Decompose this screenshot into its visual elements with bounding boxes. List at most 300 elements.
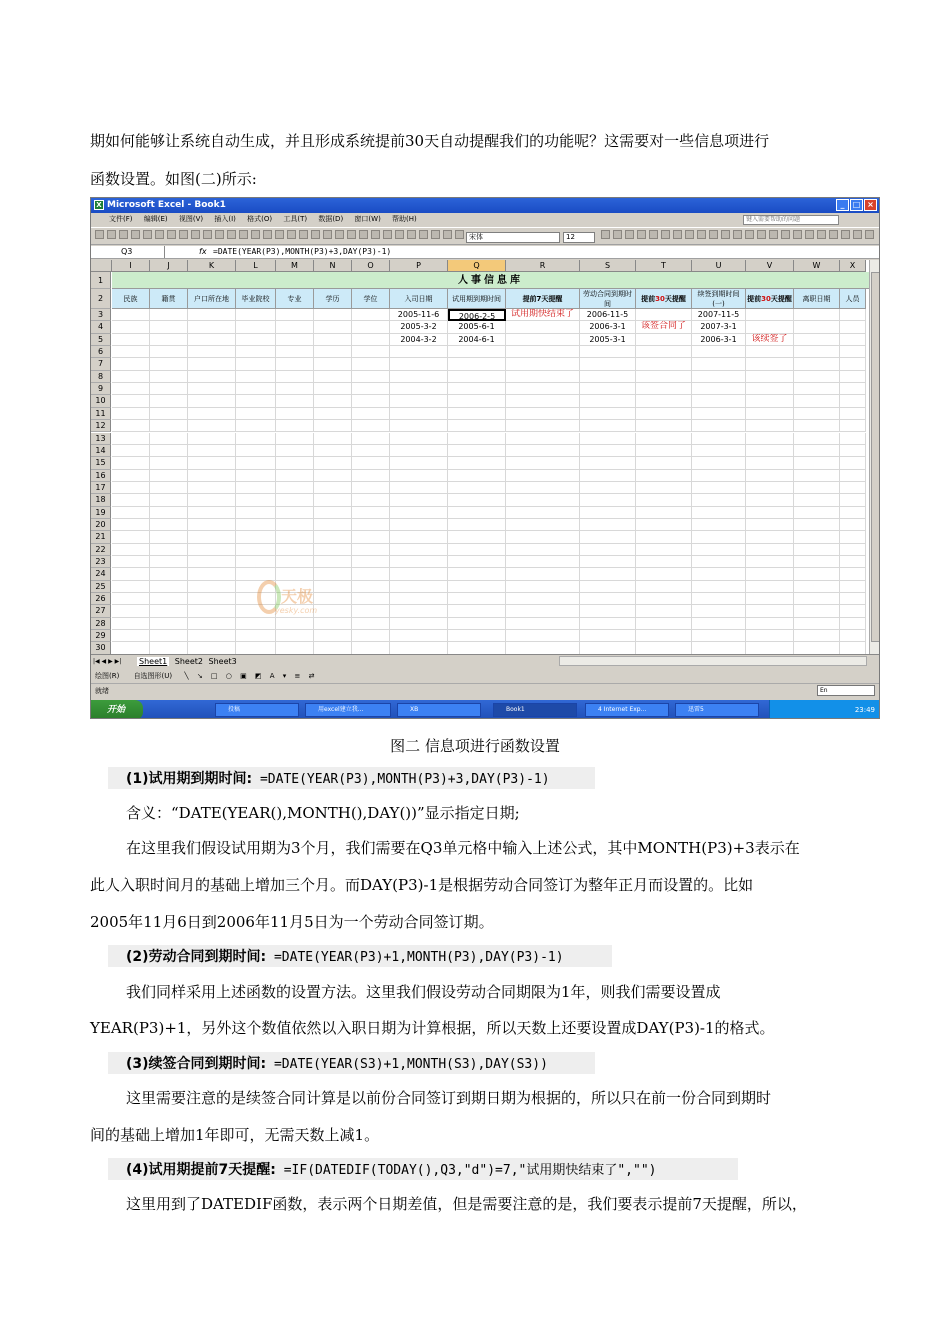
data-cell-p[interactable]: 2004-3-2 xyxy=(390,334,448,346)
grid-cell[interactable] xyxy=(840,568,866,580)
menu-data[interactable]: 数据(D) xyxy=(318,215,344,223)
grid-cell[interactable] xyxy=(112,470,150,482)
data-cell-s[interactable]: 2006-11-5 xyxy=(580,309,636,321)
data-cell-v[interactable]: 该续签了 xyxy=(746,334,794,346)
grid-cell[interactable] xyxy=(112,445,150,457)
menu-help[interactable]: 帮助(H) xyxy=(392,215,417,223)
grid-cell[interactable] xyxy=(506,531,580,543)
grid-cell[interactable] xyxy=(314,457,352,469)
grid-cell[interactable] xyxy=(188,358,236,370)
row-header[interactable]: 16 xyxy=(91,470,111,482)
grid-cell[interactable] xyxy=(580,630,636,642)
grid-cell[interactable] xyxy=(390,581,448,593)
grid-cell[interactable] xyxy=(188,593,236,605)
grid-cell[interactable] xyxy=(352,531,390,543)
grid-cell[interactable] xyxy=(390,544,448,556)
worksheet-grid[interactable] xyxy=(91,260,869,654)
grid-cell[interactable] xyxy=(314,445,352,457)
grid-cell[interactable] xyxy=(794,309,840,321)
grid-cell[interactable] xyxy=(150,371,188,383)
grid-cell[interactable] xyxy=(390,383,448,395)
grid-cell[interactable] xyxy=(150,457,188,469)
grid-cell[interactable] xyxy=(692,593,746,605)
column-header-v[interactable]: V xyxy=(746,260,794,272)
drawing-tools-icon[interactable]: ╲ ↘ □ ○ ▣ ◩ A ▾ ≡ ⇄ xyxy=(184,672,318,680)
header-cell[interactable]: 入司日期 xyxy=(390,289,448,309)
toolbar-button-icon[interactable] xyxy=(263,230,272,239)
grid-cell[interactable] xyxy=(840,581,866,593)
header-cell[interactable]: 学历 xyxy=(314,289,352,309)
grid-cell[interactable] xyxy=(112,544,150,556)
grid-cell[interactable] xyxy=(746,544,794,556)
toolbar-button-icon[interactable] xyxy=(167,230,176,239)
toolbar-button-icon[interactable] xyxy=(95,230,104,239)
grid-cell[interactable] xyxy=(390,556,448,568)
column-header-k[interactable]: K xyxy=(188,260,236,272)
grid-cell[interactable] xyxy=(314,346,352,358)
row-header[interactable]: 28 xyxy=(91,618,111,630)
toolbar-button-icon[interactable] xyxy=(781,230,790,239)
toolbar-button-icon[interactable] xyxy=(311,230,320,239)
grid-cell[interactable] xyxy=(112,556,150,568)
grid-cell[interactable] xyxy=(636,642,692,654)
grid-cell[interactable] xyxy=(236,531,276,543)
toolbar-button-icon[interactable] xyxy=(637,230,646,239)
grid-cell[interactable] xyxy=(314,433,352,445)
grid-cell[interactable] xyxy=(636,519,692,531)
menu-file[interactable]: 文件(F) xyxy=(109,215,133,223)
grid-cell[interactable] xyxy=(580,618,636,630)
grid-cell[interactable] xyxy=(580,531,636,543)
grid-cell[interactable] xyxy=(352,568,390,580)
grid-cell[interactable] xyxy=(150,507,188,519)
grid-cell[interactable] xyxy=(112,346,150,358)
grid-cell[interactable] xyxy=(188,568,236,580)
grid-cell[interactable] xyxy=(580,371,636,383)
header-cell[interactable]: 毕业院校 xyxy=(236,289,276,309)
grid-cell[interactable] xyxy=(236,642,276,654)
grid-cell[interactable] xyxy=(150,358,188,370)
grid-cell[interactable] xyxy=(692,457,746,469)
column-header-m[interactable]: M xyxy=(276,260,314,272)
grid-cell[interactable] xyxy=(636,408,692,420)
grid-cell[interactable] xyxy=(352,457,390,469)
grid-cell[interactable] xyxy=(276,531,314,543)
grid-cell[interactable] xyxy=(352,593,390,605)
grid-cell[interactable] xyxy=(840,519,866,531)
grid-cell[interactable] xyxy=(794,433,840,445)
toolbar-button-icon[interactable] xyxy=(287,230,296,239)
grid-cell[interactable] xyxy=(506,395,580,407)
grid-cell[interactable] xyxy=(794,482,840,494)
grid-cell[interactable] xyxy=(236,482,276,494)
toolbar-button-icon[interactable] xyxy=(131,230,140,239)
grid-cell[interactable] xyxy=(746,507,794,519)
grid-cell[interactable] xyxy=(276,482,314,494)
grid-cell[interactable] xyxy=(276,457,314,469)
toolbar-button-icon[interactable] xyxy=(709,230,718,239)
data-cell-p[interactable]: 2005-11-6 xyxy=(390,309,448,321)
fx-icon[interactable]: fx xyxy=(199,247,207,256)
grid-cell[interactable] xyxy=(506,519,580,531)
grid-cell[interactable] xyxy=(636,334,692,346)
grid-cell[interactable] xyxy=(150,630,188,642)
grid-cell[interactable] xyxy=(276,309,314,321)
grid-cell[interactable] xyxy=(352,581,390,593)
grid-cell[interactable] xyxy=(746,630,794,642)
grid-cell[interactable] xyxy=(746,482,794,494)
grid-cell[interactable] xyxy=(636,420,692,432)
menu-format[interactable]: 格式(O) xyxy=(247,215,273,223)
grid-cell[interactable] xyxy=(276,507,314,519)
grid-cell[interactable] xyxy=(150,544,188,556)
toolbar-button-icon[interactable] xyxy=(407,230,416,239)
row-header[interactable]: 27 xyxy=(91,605,111,617)
grid-cell[interactable] xyxy=(692,494,746,506)
grid-cell[interactable] xyxy=(794,605,840,617)
grid-cell[interactable] xyxy=(580,445,636,457)
grid-cell[interactable] xyxy=(746,519,794,531)
grid-cell[interactable] xyxy=(746,642,794,654)
grid-cell[interactable] xyxy=(150,433,188,445)
grid-cell[interactable] xyxy=(352,445,390,457)
row-header[interactable]: 5 xyxy=(91,334,111,346)
task-tougao[interactable]: 投稿 xyxy=(215,703,299,717)
grid-cell[interactable] xyxy=(390,395,448,407)
grid-cell[interactable] xyxy=(580,605,636,617)
grid-cell[interactable] xyxy=(390,519,448,531)
grid-cell[interactable] xyxy=(112,531,150,543)
grid-cell[interactable] xyxy=(390,618,448,630)
grid-cell[interactable] xyxy=(150,556,188,568)
grid-cell[interactable] xyxy=(236,556,276,568)
column-header-t[interactable]: T xyxy=(636,260,692,272)
grid-cell[interactable] xyxy=(314,420,352,432)
toolbar-button-icon[interactable] xyxy=(733,230,742,239)
grid-cell[interactable] xyxy=(188,618,236,630)
header-cell[interactable]: 续签到期时间(一) xyxy=(692,289,746,309)
header-cell[interactable]: 民族 xyxy=(112,289,150,309)
grid-cell[interactable] xyxy=(314,470,352,482)
grid-cell[interactable] xyxy=(506,433,580,445)
toolbar-button-icon[interactable] xyxy=(215,230,224,239)
grid-cell[interactable] xyxy=(352,321,390,333)
grid-cell[interactable] xyxy=(746,309,794,321)
grid-cell[interactable] xyxy=(188,334,236,346)
grid-cell[interactable] xyxy=(794,593,840,605)
column-header-i[interactable]: I xyxy=(112,260,150,272)
grid-cell[interactable] xyxy=(112,642,150,654)
grid-cell[interactable] xyxy=(840,346,866,358)
grid-cell[interactable] xyxy=(314,408,352,420)
grid-cell[interactable] xyxy=(150,321,188,333)
grid-cell[interactable] xyxy=(746,433,794,445)
toolbar-button-icon[interactable] xyxy=(323,230,332,239)
grid-cell[interactable] xyxy=(448,568,506,580)
toolbar-button-icon[interactable] xyxy=(721,230,730,239)
grid-cell[interactable] xyxy=(236,346,276,358)
grid-cell[interactable] xyxy=(692,630,746,642)
grid-cell[interactable] xyxy=(636,383,692,395)
grid-cell[interactable] xyxy=(840,408,866,420)
grid-cell[interactable] xyxy=(794,630,840,642)
grid-cell[interactable] xyxy=(636,358,692,370)
grid-cell[interactable] xyxy=(636,395,692,407)
grid-cell[interactable] xyxy=(692,642,746,654)
grid-cell[interactable] xyxy=(352,395,390,407)
horizontal-scrollbar[interactable] xyxy=(559,656,867,666)
grid-cell[interactable] xyxy=(314,507,352,519)
grid-cell[interactable] xyxy=(506,507,580,519)
grid-cell[interactable] xyxy=(506,470,580,482)
toolbar-button-icon[interactable] xyxy=(805,230,814,239)
grid-cell[interactable] xyxy=(746,494,794,506)
toolbar-button-icon[interactable] xyxy=(443,230,452,239)
grid-cell[interactable] xyxy=(188,445,236,457)
task-xb[interactable]: XB xyxy=(397,703,481,717)
grid-cell[interactable] xyxy=(188,408,236,420)
data-cell-u[interactable]: 2007-3-1 xyxy=(692,321,746,333)
grid-cell[interactable] xyxy=(352,433,390,445)
grid-cell[interactable] xyxy=(390,358,448,370)
toolbar-button-icon[interactable] xyxy=(371,230,380,239)
toolbar-button-icon[interactable] xyxy=(107,230,116,239)
grid-cell[interactable] xyxy=(150,618,188,630)
grid-cell[interactable] xyxy=(236,630,276,642)
grid-cell[interactable] xyxy=(448,395,506,407)
grid-cell[interactable] xyxy=(448,494,506,506)
grid-cell[interactable] xyxy=(794,457,840,469)
grid-cell[interactable] xyxy=(840,321,866,333)
minimize-icon[interactable]: _ xyxy=(836,199,849,211)
grid-cell[interactable] xyxy=(352,507,390,519)
row-header[interactable]: 21 xyxy=(91,531,111,543)
toolbar-button-icon[interactable] xyxy=(383,230,392,239)
grid-cell[interactable] xyxy=(112,568,150,580)
grid-cell[interactable] xyxy=(150,309,188,321)
grid-cell[interactable] xyxy=(112,371,150,383)
grid-cell[interactable] xyxy=(188,433,236,445)
font-name-select[interactable]: 宋体 xyxy=(466,232,560,243)
toolbar-button-icon[interactable] xyxy=(299,230,308,239)
grid-cell[interactable] xyxy=(692,420,746,432)
grid-cell[interactable] xyxy=(314,630,352,642)
grid-cell[interactable] xyxy=(112,395,150,407)
row-header[interactable]: 9 xyxy=(91,383,111,395)
grid-cell[interactable] xyxy=(150,420,188,432)
grid-cell[interactable] xyxy=(692,433,746,445)
toolbar-button-icon[interactable] xyxy=(793,230,802,239)
grid-cell[interactable] xyxy=(580,494,636,506)
grid-cell[interactable] xyxy=(636,470,692,482)
grid-cell[interactable] xyxy=(352,482,390,494)
grid-cell[interactable] xyxy=(636,544,692,556)
grid-cell[interactable] xyxy=(692,581,746,593)
grid-cell[interactable] xyxy=(448,470,506,482)
menu-tools[interactable]: 工具(T) xyxy=(283,215,308,223)
grid-cell[interactable] xyxy=(390,593,448,605)
grid-cell[interactable] xyxy=(236,470,276,482)
grid-cell[interactable] xyxy=(112,519,150,531)
grid-cell[interactable] xyxy=(188,309,236,321)
grid-cell[interactable] xyxy=(746,618,794,630)
grid-cell[interactable] xyxy=(236,321,276,333)
column-header-r[interactable]: R xyxy=(506,260,580,272)
grid-cell[interactable] xyxy=(390,507,448,519)
grid-cell[interactable] xyxy=(692,445,746,457)
grid-cell[interactable] xyxy=(188,395,236,407)
grid-cell[interactable] xyxy=(112,618,150,630)
grid-cell[interactable] xyxy=(506,568,580,580)
toolbar-button-icon[interactable] xyxy=(239,230,248,239)
column-header-u[interactable]: U xyxy=(692,260,746,272)
grid-cell[interactable] xyxy=(840,507,866,519)
grid-cell[interactable] xyxy=(506,445,580,457)
grid-cell[interactable] xyxy=(840,445,866,457)
row-header[interactable]: 11 xyxy=(91,408,111,420)
grid-cell[interactable] xyxy=(506,494,580,506)
column-header-x[interactable]: X xyxy=(840,260,866,272)
grid-cell[interactable] xyxy=(636,309,692,321)
grid-cell[interactable] xyxy=(314,519,352,531)
grid-cell[interactable] xyxy=(390,630,448,642)
row-header[interactable]: 7 xyxy=(91,358,111,370)
header-cell[interactable]: 人员 xyxy=(840,289,866,309)
grid-cell[interactable] xyxy=(150,383,188,395)
grid-cell[interactable] xyxy=(352,420,390,432)
grid-cell[interactable] xyxy=(150,642,188,654)
grid-cell[interactable] xyxy=(276,395,314,407)
grid-cell[interactable] xyxy=(840,494,866,506)
row-header[interactable]: 26 xyxy=(91,593,111,605)
grid-cell[interactable] xyxy=(188,383,236,395)
row-header[interactable]: 20 xyxy=(91,519,111,531)
grid-cell[interactable] xyxy=(692,395,746,407)
grid-cell[interactable] xyxy=(794,531,840,543)
grid-cell[interactable] xyxy=(636,605,692,617)
task-ie[interactable]: 4 Internet Exp... xyxy=(585,703,669,717)
grid-cell[interactable] xyxy=(276,630,314,642)
row-header[interactable]: 10 xyxy=(91,395,111,407)
grid-cell[interactable] xyxy=(448,556,506,568)
grid-cell[interactable] xyxy=(352,642,390,654)
grid-cell[interactable] xyxy=(112,593,150,605)
grid-cell[interactable] xyxy=(448,457,506,469)
grid-cell[interactable] xyxy=(840,309,866,321)
row-header[interactable]: 14 xyxy=(91,445,111,457)
grid-cell[interactable] xyxy=(636,494,692,506)
grid-cell[interactable] xyxy=(236,334,276,346)
grid-cell[interactable] xyxy=(276,358,314,370)
grid-cell[interactable] xyxy=(448,383,506,395)
grid-cell[interactable] xyxy=(580,383,636,395)
header-cell[interactable]: 试用期到期时间 xyxy=(448,289,506,309)
data-cell-s[interactable]: 2006-3-1 xyxy=(580,321,636,333)
grid-cell[interactable] xyxy=(794,568,840,580)
grid-cell[interactable] xyxy=(692,531,746,543)
grid-cell[interactable] xyxy=(636,482,692,494)
font-size-select[interactable]: 12 xyxy=(563,232,595,243)
header-cell[interactable]: 提前30天提醒 xyxy=(636,289,692,309)
grid-cell[interactable] xyxy=(188,519,236,531)
grid-cell[interactable] xyxy=(314,358,352,370)
header-cell[interactable]: 离职日期 xyxy=(794,289,840,309)
help-search-input[interactable]: 键入需要帮助的问题 xyxy=(743,215,839,225)
grid-cell[interactable] xyxy=(150,395,188,407)
grid-cell[interactable] xyxy=(112,383,150,395)
grid-cell[interactable] xyxy=(580,568,636,580)
grid-cell[interactable] xyxy=(352,371,390,383)
grid-cell[interactable] xyxy=(236,445,276,457)
grid-cell[interactable] xyxy=(314,642,352,654)
grid-cell[interactable] xyxy=(352,470,390,482)
grid-cell[interactable] xyxy=(506,482,580,494)
grid-cell[interactable] xyxy=(840,642,866,654)
grid-cell[interactable] xyxy=(390,494,448,506)
column-header-s[interactable]: S xyxy=(580,260,636,272)
grid-cell[interactable] xyxy=(636,556,692,568)
grid-cell[interactable] xyxy=(448,346,506,358)
grid-cell[interactable] xyxy=(506,383,580,395)
grid-cell[interactable] xyxy=(692,507,746,519)
toolbar-button-icon[interactable] xyxy=(143,230,152,239)
grid-cell[interactable] xyxy=(580,395,636,407)
grid-cell[interactable] xyxy=(692,358,746,370)
grid-cell[interactable] xyxy=(840,618,866,630)
grid-cell[interactable] xyxy=(506,556,580,568)
grid-cell[interactable] xyxy=(580,346,636,358)
grid-cell[interactable] xyxy=(794,445,840,457)
toolbar-button-icon[interactable] xyxy=(757,230,766,239)
grid-cell[interactable] xyxy=(188,605,236,617)
grid-cell[interactable] xyxy=(692,519,746,531)
grid-cell[interactable] xyxy=(746,371,794,383)
toolbar-button-icon[interactable] xyxy=(431,230,440,239)
toolbar-button-icon[interactable] xyxy=(649,230,658,239)
grid-cell[interactable] xyxy=(390,642,448,654)
grid-cell[interactable] xyxy=(314,321,352,333)
column-header-o[interactable]: O xyxy=(352,260,390,272)
grid-cell[interactable] xyxy=(314,309,352,321)
grid-cell[interactable] xyxy=(692,346,746,358)
grid-cell[interactable] xyxy=(448,581,506,593)
toolbar-button-icon[interactable] xyxy=(347,230,356,239)
grid-cell[interactable] xyxy=(236,457,276,469)
grid-cell[interactable] xyxy=(794,618,840,630)
grid-cell[interactable] xyxy=(580,408,636,420)
grid-cell[interactable] xyxy=(236,544,276,556)
grid-cell[interactable] xyxy=(276,334,314,346)
grid-cell[interactable] xyxy=(352,519,390,531)
grid-cell[interactable] xyxy=(506,346,580,358)
grid-cell[interactable] xyxy=(236,507,276,519)
grid-cell[interactable] xyxy=(188,321,236,333)
grid-cell[interactable] xyxy=(448,605,506,617)
grid-cell[interactable] xyxy=(448,420,506,432)
menu-window[interactable]: 窗口(W) xyxy=(354,215,381,223)
grid-cell[interactable] xyxy=(150,408,188,420)
grid-cell[interactable] xyxy=(506,581,580,593)
grid-cell[interactable] xyxy=(112,321,150,333)
grid-cell[interactable] xyxy=(506,358,580,370)
grid-cell[interactable] xyxy=(352,494,390,506)
grid-cell[interactable] xyxy=(112,482,150,494)
grid-cell[interactable] xyxy=(448,371,506,383)
row-header[interactable]: 8 xyxy=(91,371,111,383)
column-header-l[interactable]: L xyxy=(236,260,276,272)
header-cell[interactable]: 籍贯 xyxy=(150,289,188,309)
grid-cell[interactable] xyxy=(746,556,794,568)
